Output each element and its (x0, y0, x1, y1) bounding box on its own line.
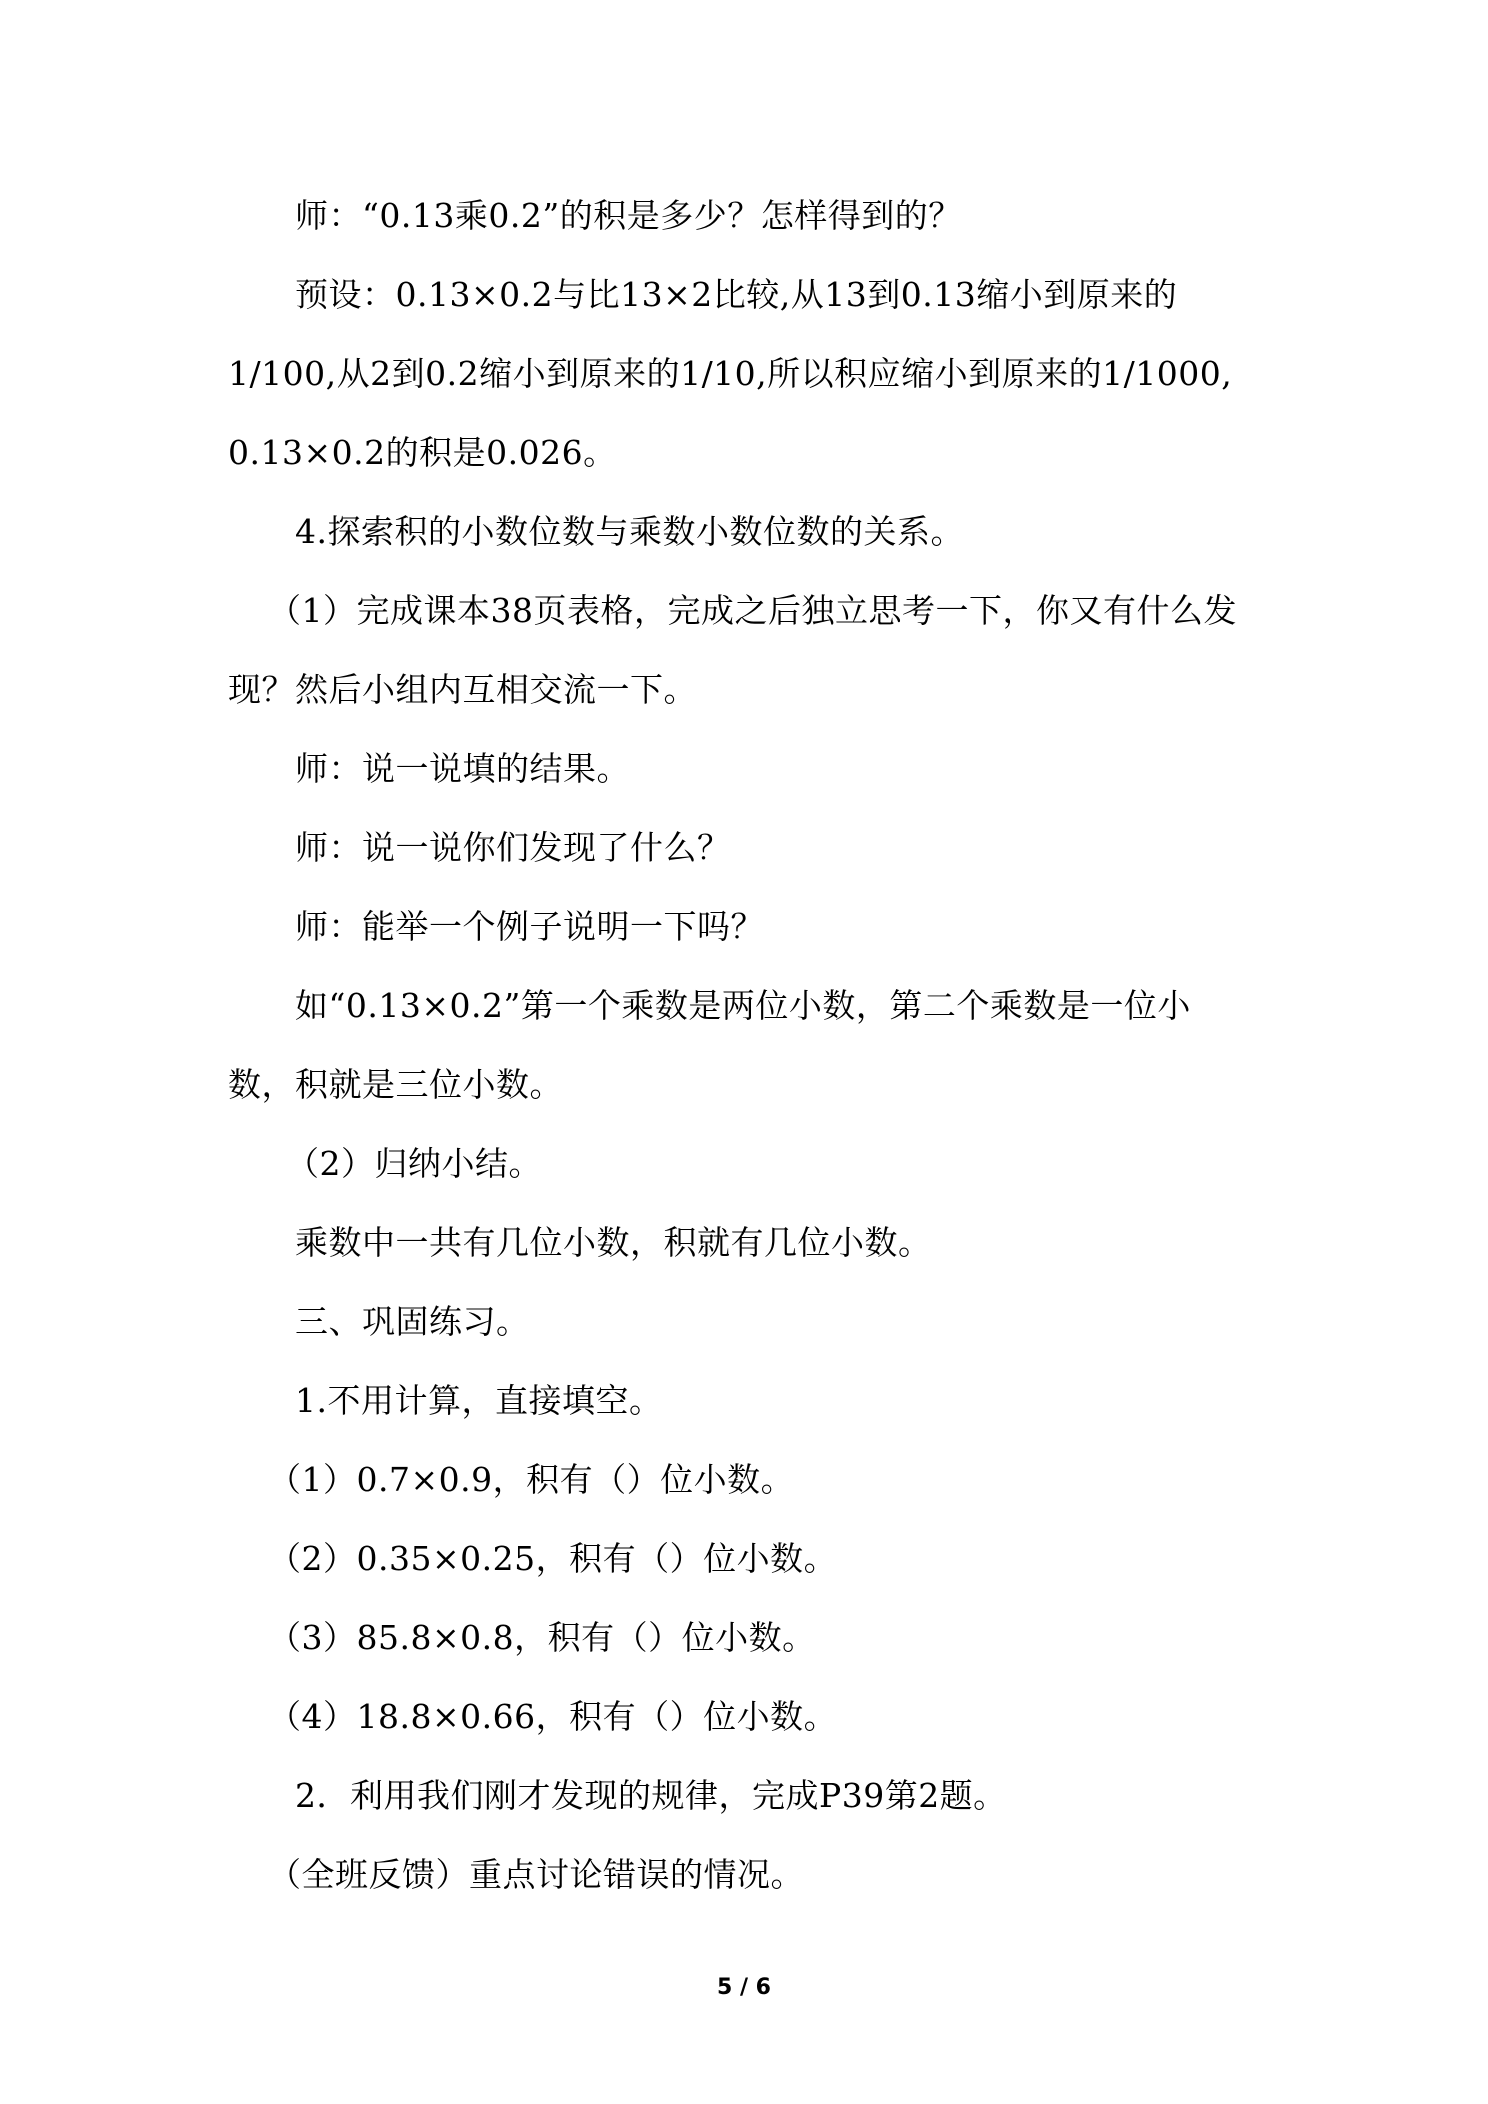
paragraph-line: 师：能举一个例子说明一下吗？ (295, 907, 764, 946)
paragraph-line: 师：说一说填的结果。 (295, 749, 630, 788)
paragraph-line: （全班反馈）重点讨论错误的情况。 (268, 1855, 804, 1894)
paragraph-line: 1/100,从2到0.2缩小到原来的1/10,所以积应缩小到原来的1/1000, (228, 354, 1233, 393)
paragraph-line: 现？然后小组内互相交流一下。 (228, 670, 697, 709)
paragraph-line: 2．利用我们刚才发现的规律，完成P39第2题。 (295, 1776, 1007, 1815)
paragraph-line: 预设：0.13×0.2与比13×2比较,从13到0.13缩小到原来的 (295, 275, 1178, 314)
paragraph-line: 数，积就是三位小数。 (228, 1065, 563, 1104)
paragraph-line: 乘数中一共有几位小数，积就有几位小数。 (295, 1223, 932, 1262)
paragraph-line: （1）0.7×0.9，积有（）位小数。 (268, 1460, 795, 1499)
paragraph-line: （3）85.8×0.8，积有（）位小数。 (268, 1618, 816, 1657)
paragraph-line: 三、巩固练习。 (295, 1302, 530, 1341)
paragraph-line: 1.不用计算，直接填空。 (295, 1381, 663, 1420)
paragraph-line: 0.13×0.2的积是0.026。 (228, 433, 617, 472)
paragraph-line: （2）归纳小结。 (286, 1144, 542, 1183)
paragraph-line: （1）完成课本38页表格，完成之后独立思考一下，你又有什么发 (268, 591, 1237, 630)
paragraph-line: 如“0.13×0.2”第一个乘数是两位小数，第二个乘数是一位小 (295, 986, 1191, 1025)
paragraph-line: （4）18.8×0.66，积有（）位小数。 (268, 1697, 838, 1736)
paragraph-line: 师：说一说你们发现了什么？ (295, 828, 731, 867)
page-number: 5 / 6 (717, 1975, 771, 2000)
paragraph-line: 师：“0.13乘0.2”的积是多少？怎样得到的？ (295, 196, 962, 235)
paragraph-line: （2）0.35×0.25，积有（）位小数。 (268, 1539, 838, 1578)
paragraph-line: 4.探索积的小数位数与乘数小数位数的关系。 (295, 512, 964, 551)
